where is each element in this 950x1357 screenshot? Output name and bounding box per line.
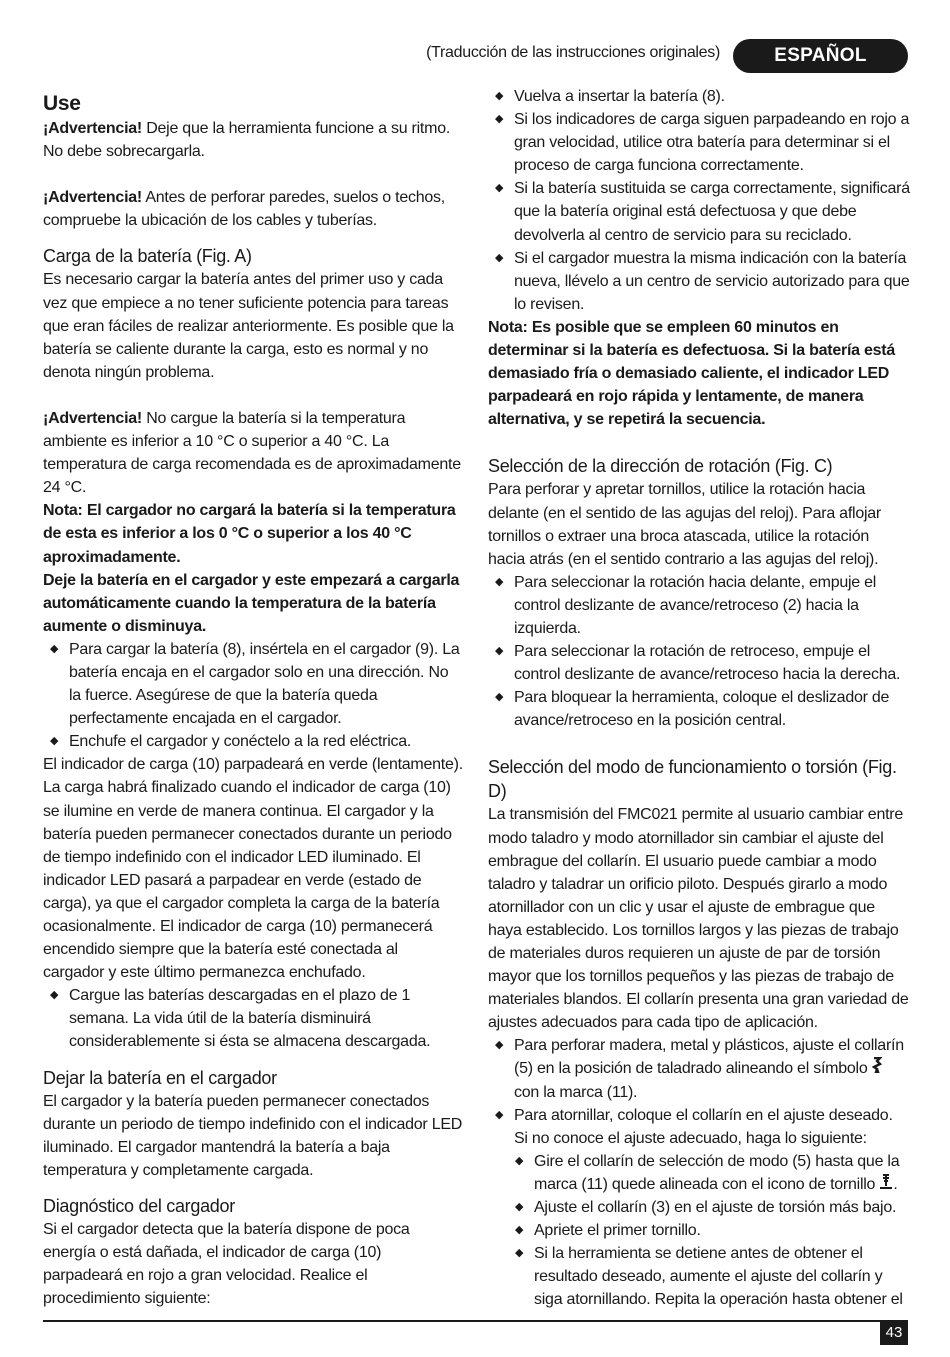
warning-paragraph: [43, 186, 463, 232]
list-item: ◆ Para atornillar, coloque el collarín en el ajuste deseado. Si no conoce el ajuste adecuado, haga lo siguiente:: [488, 1104, 910, 1150]
diamond-bullet-icon: ◆: [515, 1224, 524, 1237]
diamond-bullet-icon: ◆: [495, 575, 504, 588]
leave-battery-heading: Dejar la batería en el cargador: [43, 1067, 277, 1088]
diamond-bullet-icon: ◆: [515, 1247, 524, 1260]
leave-battery-paragraph: El cargador y la batería pueden permanecer conectados durante un periodo de tiempo indefinido con el indicador LED iluminado. El cargador mantendrá la batería a baja temperatura y completamente cargada.: [43, 1092, 463, 1179]
temperature-note: Nota: El cargador no cargará la batería si la temperatura de esta es inferior a los 0 °C o superior a los 40 °C aproximadamente.: [43, 502, 456, 566]
diamond-bullet-icon: ◆: [495, 1039, 504, 1052]
list-item: ◆ Si la herramienta se detiene antes de obtener el resultado deseado, aumente el ajuste del collarín y siga atornillando. Repita la operación hasta obtener el: [488, 1242, 910, 1311]
rotation-paragraph: Para perforar y apretar tornillos, utilice la rotación hacia delante (en el sentido de las agujas del reloj). Para aflojar tornillos o extraer una broca atascada, utilice la rotación hacia atrás (en el sentido contrario a las agujas del reloj).: [488, 481, 881, 568]
diagnostics-heading: Diagnóstico del cargador: [43, 1195, 235, 1216]
mode-heading: Selección del modo de funcionamiento o torsión (Fig. D): [488, 757, 897, 802]
list-item: ◆ Ajuste el collarín (3) en el ajuste de torsión más bajo.: [488, 1196, 910, 1219]
diamond-bullet-icon: ◆: [515, 1154, 524, 1167]
page-number: 43: [880, 1321, 908, 1345]
use-heading: Use: [43, 92, 81, 115]
right-column: [488, 85, 910, 1312]
list-item: ◆ Para seleccionar la rotación hacia delante, empuje el control deslizante de avance/retroceso (2) hacia la izquierda.: [488, 571, 910, 640]
diamond-bullet-icon: ◆: [515, 1201, 524, 1214]
diamond-bullet-icon: ◆: [50, 735, 59, 748]
diamond-bullet-icon: ◆: [495, 251, 504, 264]
diamond-bullet-icon: ◆: [495, 113, 504, 126]
diamond-bullet-icon: ◆: [495, 90, 504, 102]
rotation-heading: Selección de la dirección de rotación (Fig. C): [488, 456, 833, 477]
warning-text: No cargue la batería si la temperatura ambiente es inferior a 10 °C o superior a 40 °C. La temperatura de carga recomendada es de aproximadamente 24 °C.: [43, 409, 461, 497]
warning-label: ¡Advertencia!: [43, 120, 142, 138]
warning-text: Antes de perforar paredes, suelos o techos, compruebe la ubicación de los cables y tuberías.: [43, 189, 445, 230]
warning-label: ¡Advertencia!: [43, 409, 142, 427]
warning-label: ¡Advertencia!: [43, 189, 142, 207]
indicator-paragraph: El indicador de carga (10) parpadeará en verde (lentamente). La carga habrá finalizado cuando el indicador de carga (10) se ilumine en verde de manera continua. El cargador y la batería pueden permanecer conectados durante un periodo de tiempo indefinido con el indicador LED iluminado. El indicador LED pasará a parpadear en verde (estado de carga), ya que el cargador completa la carga de la batería ocasionalmente. El indicador de carga (10) permanecerá encendido siempre que la batería esté conectada al cargador y este último permanezca enchufado.: [43, 756, 463, 982]
warning-text: Deje que la herramienta funcione a su ritmo. No debe sobrecargarla.: [43, 120, 451, 161]
warning-paragraph: [43, 117, 463, 163]
charge-paragraph: Es necesario cargar la batería antes del primer uso y cada vez que empiece a no tener suficiente potencia para tareas que eran fáciles de realizar anteriormente. Es posible que la batería se caliente durante la carga, esto es normal y no denota ningún problema.: [43, 271, 454, 381]
diamond-bullet-icon: ◆: [495, 182, 504, 195]
screw-symbol-icon: [879, 1173, 893, 1196]
list-item: ◆ Gire el collarín de selección de modo (5) hasta que la marca (11) quede alineada con el icono de tornillo .: [488, 1150, 910, 1196]
diamond-bullet-icon: ◆: [495, 645, 504, 658]
list-item: ◆ Apriete el primer tornillo.: [488, 1219, 910, 1242]
list-item: ◆ Para cargar la batería (8), insértela en el cargador (9). La batería encaja en el cargador solo en una dirección. No la fuerce. Asegúrese de que la batería queda perfectamente encajada en el cargador.: [43, 638, 463, 730]
list-item: ◆ Vuelva a insertar la batería (8).: [488, 85, 910, 108]
list-item: ◆ Si los indicadores de carga siguen parpadeando en rojo a gran velocidad, utilice otra batería para determinar si el proceso de carga funciona correctamente.: [488, 108, 910, 177]
left-column: [43, 92, 463, 1310]
diamond-bullet-icon: ◆: [50, 989, 59, 1002]
list-item: ◆ Enchufe el cargador y conéctelo a la red eléctrica.: [43, 730, 463, 753]
mode-paragraph: La transmisión del FMC021 permite al usuario cambiar entre modo taladro y modo atornillador sin cambiar el ajuste del embrague del collarín. El usuario puede cambiar a modo taladro y taladrar un orificio piloto. Después girarlo a modo atornillador con un clic y usar el ajuste de embrague que haya establecido. Los tornillos largos y las piezas de trabajo de materiales duros requieren un ajuste de par de torsión mayor que los tornillos pequeños y las piezas de trabajo de materiales blandos. El collarín presenta una gran variedad de ajustes adecuados para cada tipo de aplicación.: [488, 806, 909, 1032]
diamond-bullet-icon: ◆: [495, 1108, 504, 1121]
list-item: ◆ Cargue las baterías descargadas en el plazo de 1 semana. La vida útil de la batería disminuirá considerablemente si ésta se almacena descargada.: [43, 984, 463, 1053]
auto-charge-note: Deje la batería en el cargador y este empezará a cargarla automáticamente cuando la temperatura de la batería aumente o disminuya.: [43, 571, 460, 635]
list-item: ◆ Para bloquear la herramienta, coloque el deslizador de avance/retroceso en la posición central.: [488, 686, 910, 732]
diamond-bullet-icon: ◆: [50, 642, 59, 655]
warning-paragraph: [43, 407, 463, 499]
list-item: ◆ Si el cargador muestra la misma indicación con la batería nueva, llévelo a un centro de servicio autorizado para que lo revisen.: [488, 247, 910, 316]
diagnostics-paragraph: Si el cargador detecta que la batería dispone de poca energía o está dañada, el indicador de carga (10) parpadeará en rojo a gran velocidad. Realice el procedimiento siguiente:: [43, 1220, 410, 1308]
list-item: ◆ Si la batería sustituida se carga correctamente, significará que la batería original está defectuosa y que debe devolverla al centro de servicio para su reciclado.: [488, 177, 910, 246]
charge-heading: Carga de la batería (Fig. A): [43, 246, 252, 267]
defective-battery-note: Nota: Es posible que se empleen 60 minutos en determinar si la batería es defectuosa. Si la batería está demasiado fría o demasiado caliente, el indicador LED parpadeará en rojo rápida y lentamente, de manera alternativa, y se repetirá la secuencia.: [488, 318, 896, 429]
language-badge: ESPAÑOL: [733, 39, 908, 73]
diamond-bullet-icon: ◆: [495, 691, 504, 704]
translation-note: (Traducción de las instrucciones originales): [426, 44, 720, 61]
list-item: ◆ Para perforar madera, metal y plásticos, ajuste el collarín (5) en la posición de taladrado alineando el símbolo con la marca (11).: [488, 1034, 910, 1103]
drill-symbol-icon: [872, 1057, 882, 1080]
list-item: ◆ Para seleccionar la rotación de retroceso, empuje el control deslizante de avance/retroceso hacia la derecha.: [488, 640, 910, 686]
footer-rule: [43, 1320, 908, 1322]
